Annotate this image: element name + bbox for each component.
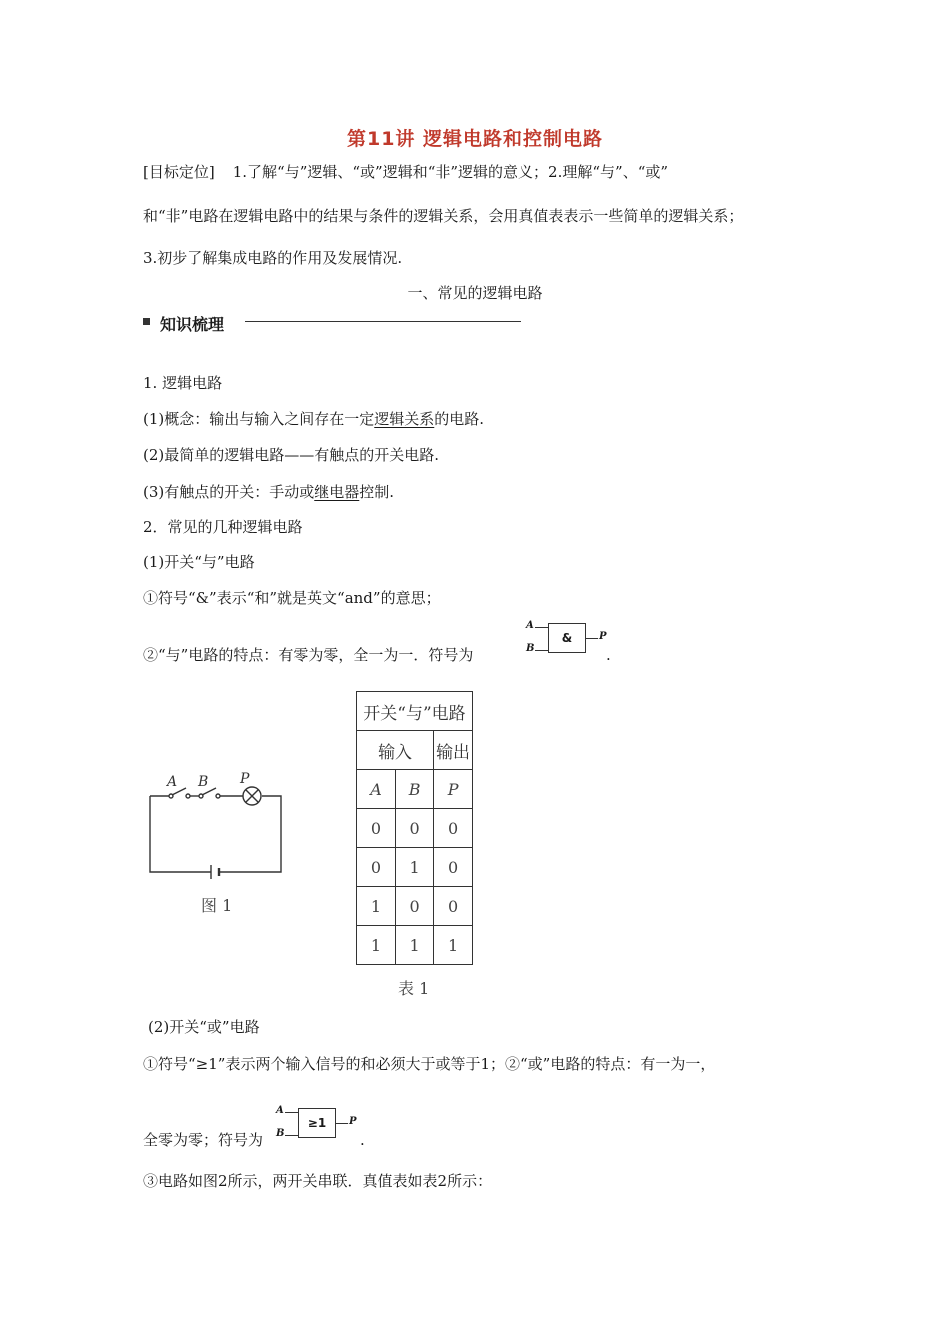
- table1-header: 开关“与”电路: [357, 692, 473, 731]
- table-row: [357, 887, 473, 926]
- or-gate-wire-out: [336, 1123, 348, 1124]
- objective-line-1: [143, 162, 668, 182]
- table-cell: 0: [396, 887, 434, 926]
- table-cell: 0: [357, 809, 396, 848]
- table-cell: 1: [434, 926, 473, 965]
- objective-text-1: 1.了解“与”逻辑、“或”逻辑和“非”逻辑的意义；2.理解“与”、“或”: [232, 163, 669, 181]
- para-or-feature-end: .: [360, 1131, 365, 1149]
- or-gate-box: ≥1: [298, 1108, 336, 1138]
- circuit-wire-right: [219, 796, 281, 872]
- figure1-circuit-diagram: [145, 770, 285, 880]
- table-cell: 0: [434, 809, 473, 848]
- table-cell: 0: [396, 809, 434, 848]
- and-gate-box: &: [548, 623, 586, 653]
- table1-input-label: 输入: [357, 731, 434, 770]
- table-cell: 1: [357, 887, 396, 926]
- para-simplest: (2)最简单的逻辑电路——有触点的开关电路.: [143, 446, 440, 464]
- and-gate-symbol: [522, 620, 614, 660]
- switch-b-contact-2: [216, 794, 220, 798]
- table-cell: 0: [434, 887, 473, 926]
- subheading: 一、常见的逻辑电路: [407, 284, 543, 302]
- or-gate-input-b-label: B: [276, 1128, 285, 1139]
- table1-col-a: A: [357, 770, 396, 809]
- page-title: 第11讲 逻辑电路和控制电路: [346, 128, 604, 150]
- para-and-feature: ②“与”电路的特点：有零为零，全一为一．符号为: [143, 646, 474, 664]
- underlined-relay: 继电器: [314, 483, 360, 501]
- section-rule: [245, 321, 521, 322]
- table-cell: 1: [396, 848, 434, 887]
- or-gate-input-a-label: A: [276, 1105, 284, 1116]
- para-concept: (1)概念：输出与输入之间存在一定逻辑关系的电路.: [143, 410, 485, 428]
- or-gate-wire-b: [285, 1135, 298, 1136]
- or-gate-symbol: [272, 1105, 364, 1145]
- and-gate-wire-b: [535, 650, 548, 651]
- objective-tag: [目标定位]: [143, 163, 215, 181]
- table1-col-b: B: [396, 770, 434, 809]
- objective-line-2: 和“非”电路在逻辑电路中的结果与条件的逻辑关系，会用真值表表示一些简单的逻辑关系；: [143, 207, 744, 225]
- table-row: [357, 848, 473, 887]
- figure1-label-p: P: [240, 771, 250, 787]
- table-cell: 1: [357, 926, 396, 965]
- para-and-circuit: (1)开关“与”电路: [143, 553, 255, 571]
- para-or-symbol: ①符号“≥1”表示两个输入信号的和必须大于或等于1；②“或”电路的特点：有一为一，: [143, 1055, 716, 1073]
- and-gate-wire-out: [586, 638, 598, 639]
- table-row: [357, 809, 473, 848]
- figure1-label-a: A: [167, 774, 178, 790]
- para-circuit-fig2: ③电路如图2所示，两开关串联．真值表如表2所示：: [143, 1172, 493, 1190]
- table-cell: 0: [434, 848, 473, 887]
- switch-a-contact-2: [186, 794, 190, 798]
- table-cell: 1: [396, 926, 434, 965]
- figure1-label-b: B: [198, 774, 209, 790]
- and-gate-output-label: P: [599, 631, 607, 642]
- para-common-circuits: 2．常见的几种逻辑电路: [143, 518, 303, 536]
- and-gate-wire-a: [535, 627, 548, 628]
- para-or-feature: 全零为零；符号为: [143, 1131, 264, 1149]
- table1-output-label: 输出: [434, 731, 473, 770]
- section-title: 知识梳理: [160, 315, 225, 334]
- or-gate-output-label: P: [349, 1116, 357, 1127]
- and-gate-input-a-label: A: [526, 620, 534, 631]
- objective-line-3: 3.初步了解集成电路的作用及发展情况.: [143, 249, 403, 267]
- section-bullet: [143, 318, 150, 325]
- table1-col-p: P: [434, 770, 473, 809]
- para-and-symbol: ①符号“&”表示“和”就是英文“and”的意思；: [143, 589, 441, 607]
- figure1-caption: 图 1: [201, 896, 233, 915]
- table1-caption: 表 1: [398, 979, 430, 998]
- truth-table-and: [356, 691, 473, 965]
- underlined-logic-relation: 逻辑关系: [374, 410, 435, 428]
- circuit-wire-left-bottom: [150, 796, 211, 872]
- table-row: [357, 926, 473, 965]
- para-and-feature-end: .: [606, 646, 611, 664]
- para-or-circuit: (2)开关“或”电路: [148, 1018, 260, 1036]
- table-cell: 0: [357, 848, 396, 887]
- para-logic-circuit: 1. 逻辑电路: [143, 374, 223, 392]
- or-gate-wire-a: [285, 1112, 298, 1113]
- para-contact-switch: (3)有触点的开关：手动或继电器控制.: [143, 483, 395, 501]
- and-gate-input-b-label: B: [526, 643, 535, 654]
